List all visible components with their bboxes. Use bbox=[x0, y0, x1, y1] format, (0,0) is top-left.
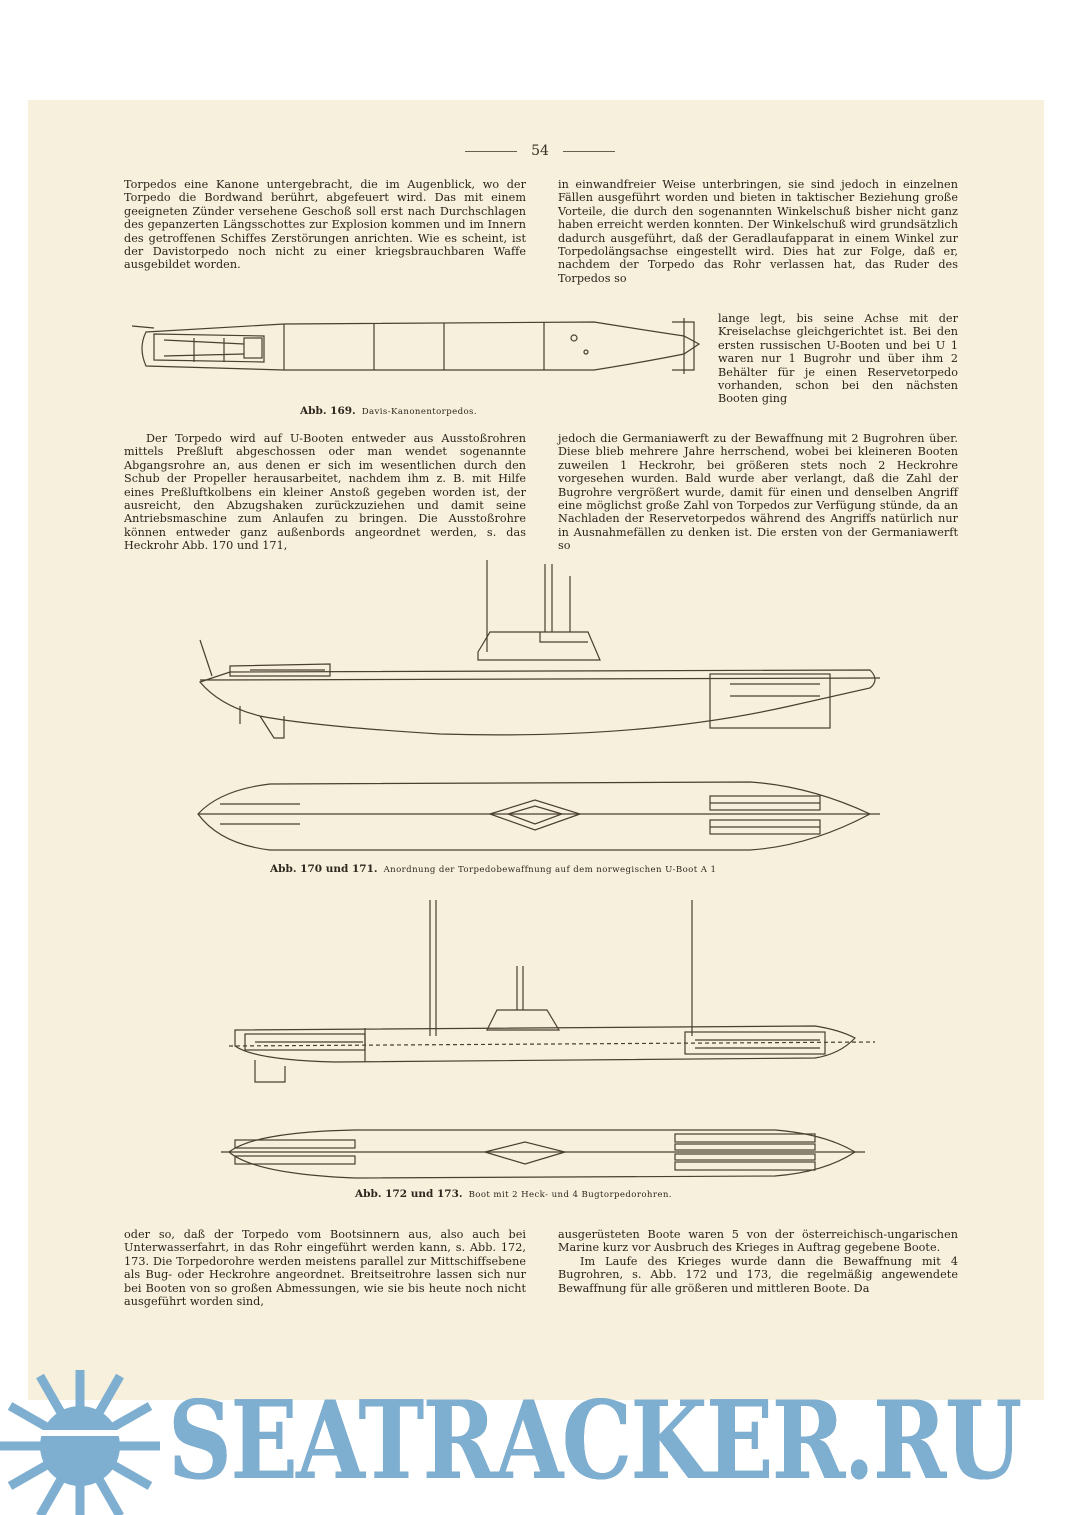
figure-172-side-view bbox=[215, 896, 875, 1096]
caption-fig-170-number: Abb. 170 und 171. bbox=[270, 863, 378, 875]
figure-169-davis-torpedo bbox=[124, 308, 720, 396]
caption-fig-169-text: Davis-Kanonentorpedos. bbox=[361, 407, 477, 417]
paragraph-right-narrow: lange legt, bis seine Achse mit der Kreiselachse gleichgerichtet ist. Bei den ersten russischen U-Booten und bei U 1 waren nur 1 Bugrohr und über ihm 2 Behälter für je einen Reservetorpedo vorhanden, schon bei den nächsten Booten ging bbox=[718, 312, 958, 406]
caption-fig-172-text: Boot mit 2 Heck- und 4 Bugtorpedorohren. bbox=[468, 1190, 672, 1200]
text-right-narrow bbox=[718, 312, 958, 406]
caption-fig-170-text: Anordnung der Torpedobewaffnung auf dem norwegischen U-Boot A 1 bbox=[383, 865, 717, 875]
paragraph-left-top: Torpedos eine Kanone untergebracht, die im Augenblick, wo der Torpedo die Bordwand berührt, abgefeuert wird. Das mit einem geeigneten Zünder versehene Geschoß soll erst nach Durchschlagen des gepanzerten Längsschottes zur Explosion kommen und im Innern des getroffenen Schiffes Zerstörungen anrichten. Wie es scheint, ist der Davistorpedo noch nicht zu einer kriegsbrauchbaren Waffe ausgebildet worden. bbox=[124, 178, 526, 272]
header-rule-left bbox=[465, 151, 517, 152]
caption-fig-169 bbox=[300, 405, 477, 417]
paragraph-right-bottom-1: ausgerüsteten Boote waren 5 von der österreichisch-ungarischen Marine kurz vor Ausbruch des Krieges in Auftrag gegebene Boote. bbox=[558, 1228, 958, 1255]
watermark-text: SEATRACKER.RU bbox=[168, 1378, 1021, 1504]
text-right-top bbox=[558, 178, 958, 285]
page-number: 54 bbox=[531, 143, 549, 159]
figure-171-top-view bbox=[190, 774, 890, 860]
caption-fig-172-173 bbox=[355, 1188, 672, 1200]
paragraph-right-bottom-2: Im Laufe des Krieges wurde dann die Bewaffnung mit 4 Bugrohren, s. Abb. 172 und 173, die regelmäßig angewendete Bewaffnung für alle größeren und mittleren Boote. Da bbox=[558, 1254, 958, 1295]
text-right-mid bbox=[558, 432, 958, 553]
page-header bbox=[0, 143, 1080, 159]
text-left-top bbox=[124, 178, 526, 272]
text-right-bottom bbox=[558, 1228, 958, 1295]
text-left-bottom bbox=[124, 1228, 526, 1308]
caption-fig-169-number: Abb. 169. bbox=[300, 405, 356, 417]
paragraph-right-top: in einwandfreier Weise unterbringen, sie sind jedoch in einzelnen Fällen ausgeführt worden und bieten in taktischer Beziehung große Vorteile, die durch den sogenannten Winkelschuß bisher nicht ganz haben erreicht werden konnten. Der Winkelschuß wird grundsätzlich dadurch ausgeführt, daß der Geradlaufapparat in einem Winkel zur Torpedolängsachse eingestellt wird. Dies hat zur Folge, daß er, nachdem der Torpedo das Rohr verlassen hat, das Ruder des Torpedos so bbox=[558, 178, 958, 285]
figure-170-side-view bbox=[190, 556, 890, 756]
figure-173-top-view bbox=[215, 1120, 875, 1190]
caption-fig-172-number: Abb. 172 und 173. bbox=[355, 1188, 463, 1200]
paragraph-right-mid: jedoch die Germaniawerft zu der Bewaffnung mit 2 Bugrohren über. Diese blieb mehrere Jahre herrschend, wobei bei kleineren Booten zuweilen 1 Heckrohr, bei größeren stets noch 2 Heckrohre vorgesehen wurden. Bald wurde aber verlangt, daß die Zahl der Bugrohre vergrößert wurde, damit für einen und denselben Angriff eine möglichst große Zahl von Torpedos zur Verfügung stünde, da an Nachladen der Reservetorpedos während des Angriffs natürlich nur in Ausnahmefällen zu denken ist. Die ersten von der Germaniawerft so bbox=[558, 432, 958, 553]
caption-fig-170-171 bbox=[270, 863, 716, 875]
paragraph-left-bottom: oder so, daß der Torpedo vom Bootsinnern aus, also auch bei Unterwasserfahrt, in das Rohr eingeführt werden kann, s. Abb. 172, 173. Die Torpedorohre werden meistens parallel zur Mittschiffsebene als Bug- oder Heckrohre angeordnet. Breitseitrohre lassen sich nur bei Booten von so großen Abmessungen, wie sie bis heute noch nicht ausgeführt worden sind, bbox=[124, 1228, 526, 1309]
text-left-mid bbox=[124, 432, 526, 553]
header-rule-right bbox=[563, 151, 615, 152]
paragraph-left-mid: Der Torpedo wird auf U-Booten entweder aus Ausstoßrohren mittels Preßluft abgeschossen oder man wendet sogenannte Abgangsrohre an, aus denen er sich im wesentlichen durch den Schub der Propeller herausarbeitet, nachdem ihm z. B. mit Hilfe eines Preßluftkolbens ein kleiner Anstoß gegeben worden ist, der ausreicht, den Abzugshaken zurückzuziehen und damit seine Antriebsmaschine zum Anlaufen zu bringen. Die Ausstoßrohre können entweder ganz außenbords angeordnet werden, s. das Heckrohr Abb. 170 und 171, bbox=[124, 432, 526, 553]
